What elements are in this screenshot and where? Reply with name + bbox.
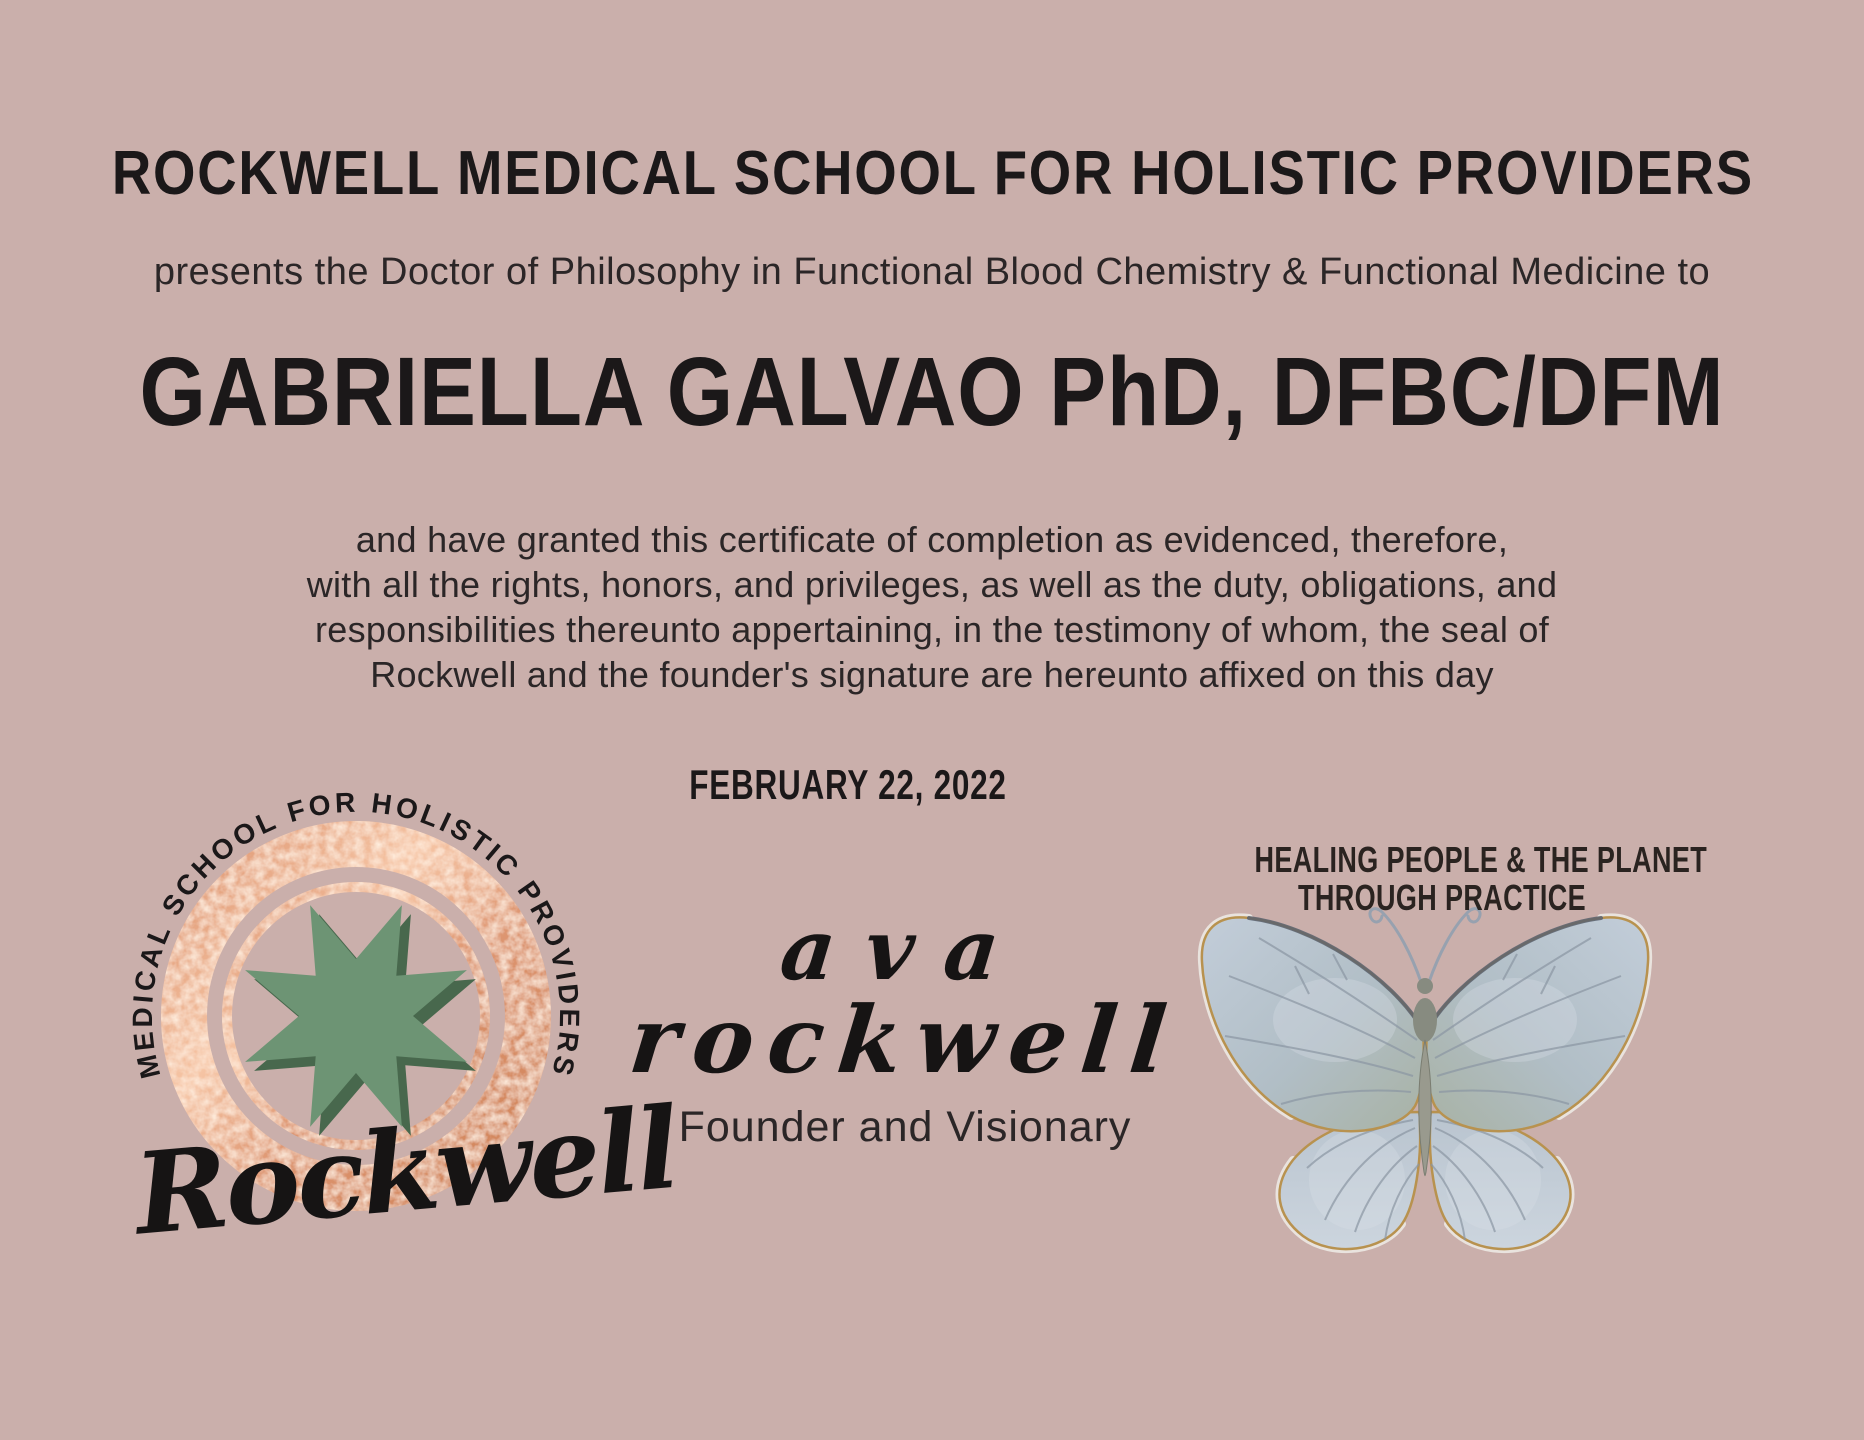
body-line: responsibilities thereunto appertaining, in the testimony of whom, the seal of (314, 609, 1550, 650)
motto-line: THROUGH PRACTICE (1298, 877, 1586, 918)
signature-title: Founder and Visionary (678, 1103, 1132, 1151)
motto (1254, 839, 1708, 918)
certificate-body (0, 517, 1864, 697)
signature-first-name: ava (776, 900, 1035, 999)
butterfly-icon (1185, 877, 1670, 1255)
butterfly-left-wings (1202, 909, 1424, 1249)
recipient-name: GABRIELLA GALVAO PhD, DFBC/DFM (139, 337, 1725, 446)
signature-last-name: rockwell (624, 986, 1186, 1094)
star-icon (245, 905, 467, 1127)
body-line: with all the rights, honors, and privileges, as well as the duty, obligations, and (306, 564, 1558, 605)
motto-line: HEALING PEOPLE & THE PLANET (1254, 839, 1708, 880)
signature-block (600, 900, 1210, 1152)
body-line: Rockwell and the founder's signature are hereunto affixed on this day (370, 654, 1494, 695)
seal-ring-textpath: MEDICAL SCHOOL FOR HOLISTIC PROVIDERS (126, 786, 586, 1082)
school-name: ROCKWELL MEDICAL SCHOOL FOR HOLISTIC PROVIDERS (111, 139, 1754, 208)
issue-date: FEBRUARY 22, 2022 (689, 761, 1007, 808)
body-line: and have granted this certificate of completion as evidenced, therefore, (355, 519, 1509, 560)
butterfly-right-wings (1426, 909, 1648, 1249)
degree-line: presents the Doctor of Philosophy in Functional Blood Chemistry & Functional Medicine to (153, 251, 1711, 293)
seal-script-wordmark: Rockwell (129, 1082, 682, 1261)
school-seal (100, 760, 682, 1280)
